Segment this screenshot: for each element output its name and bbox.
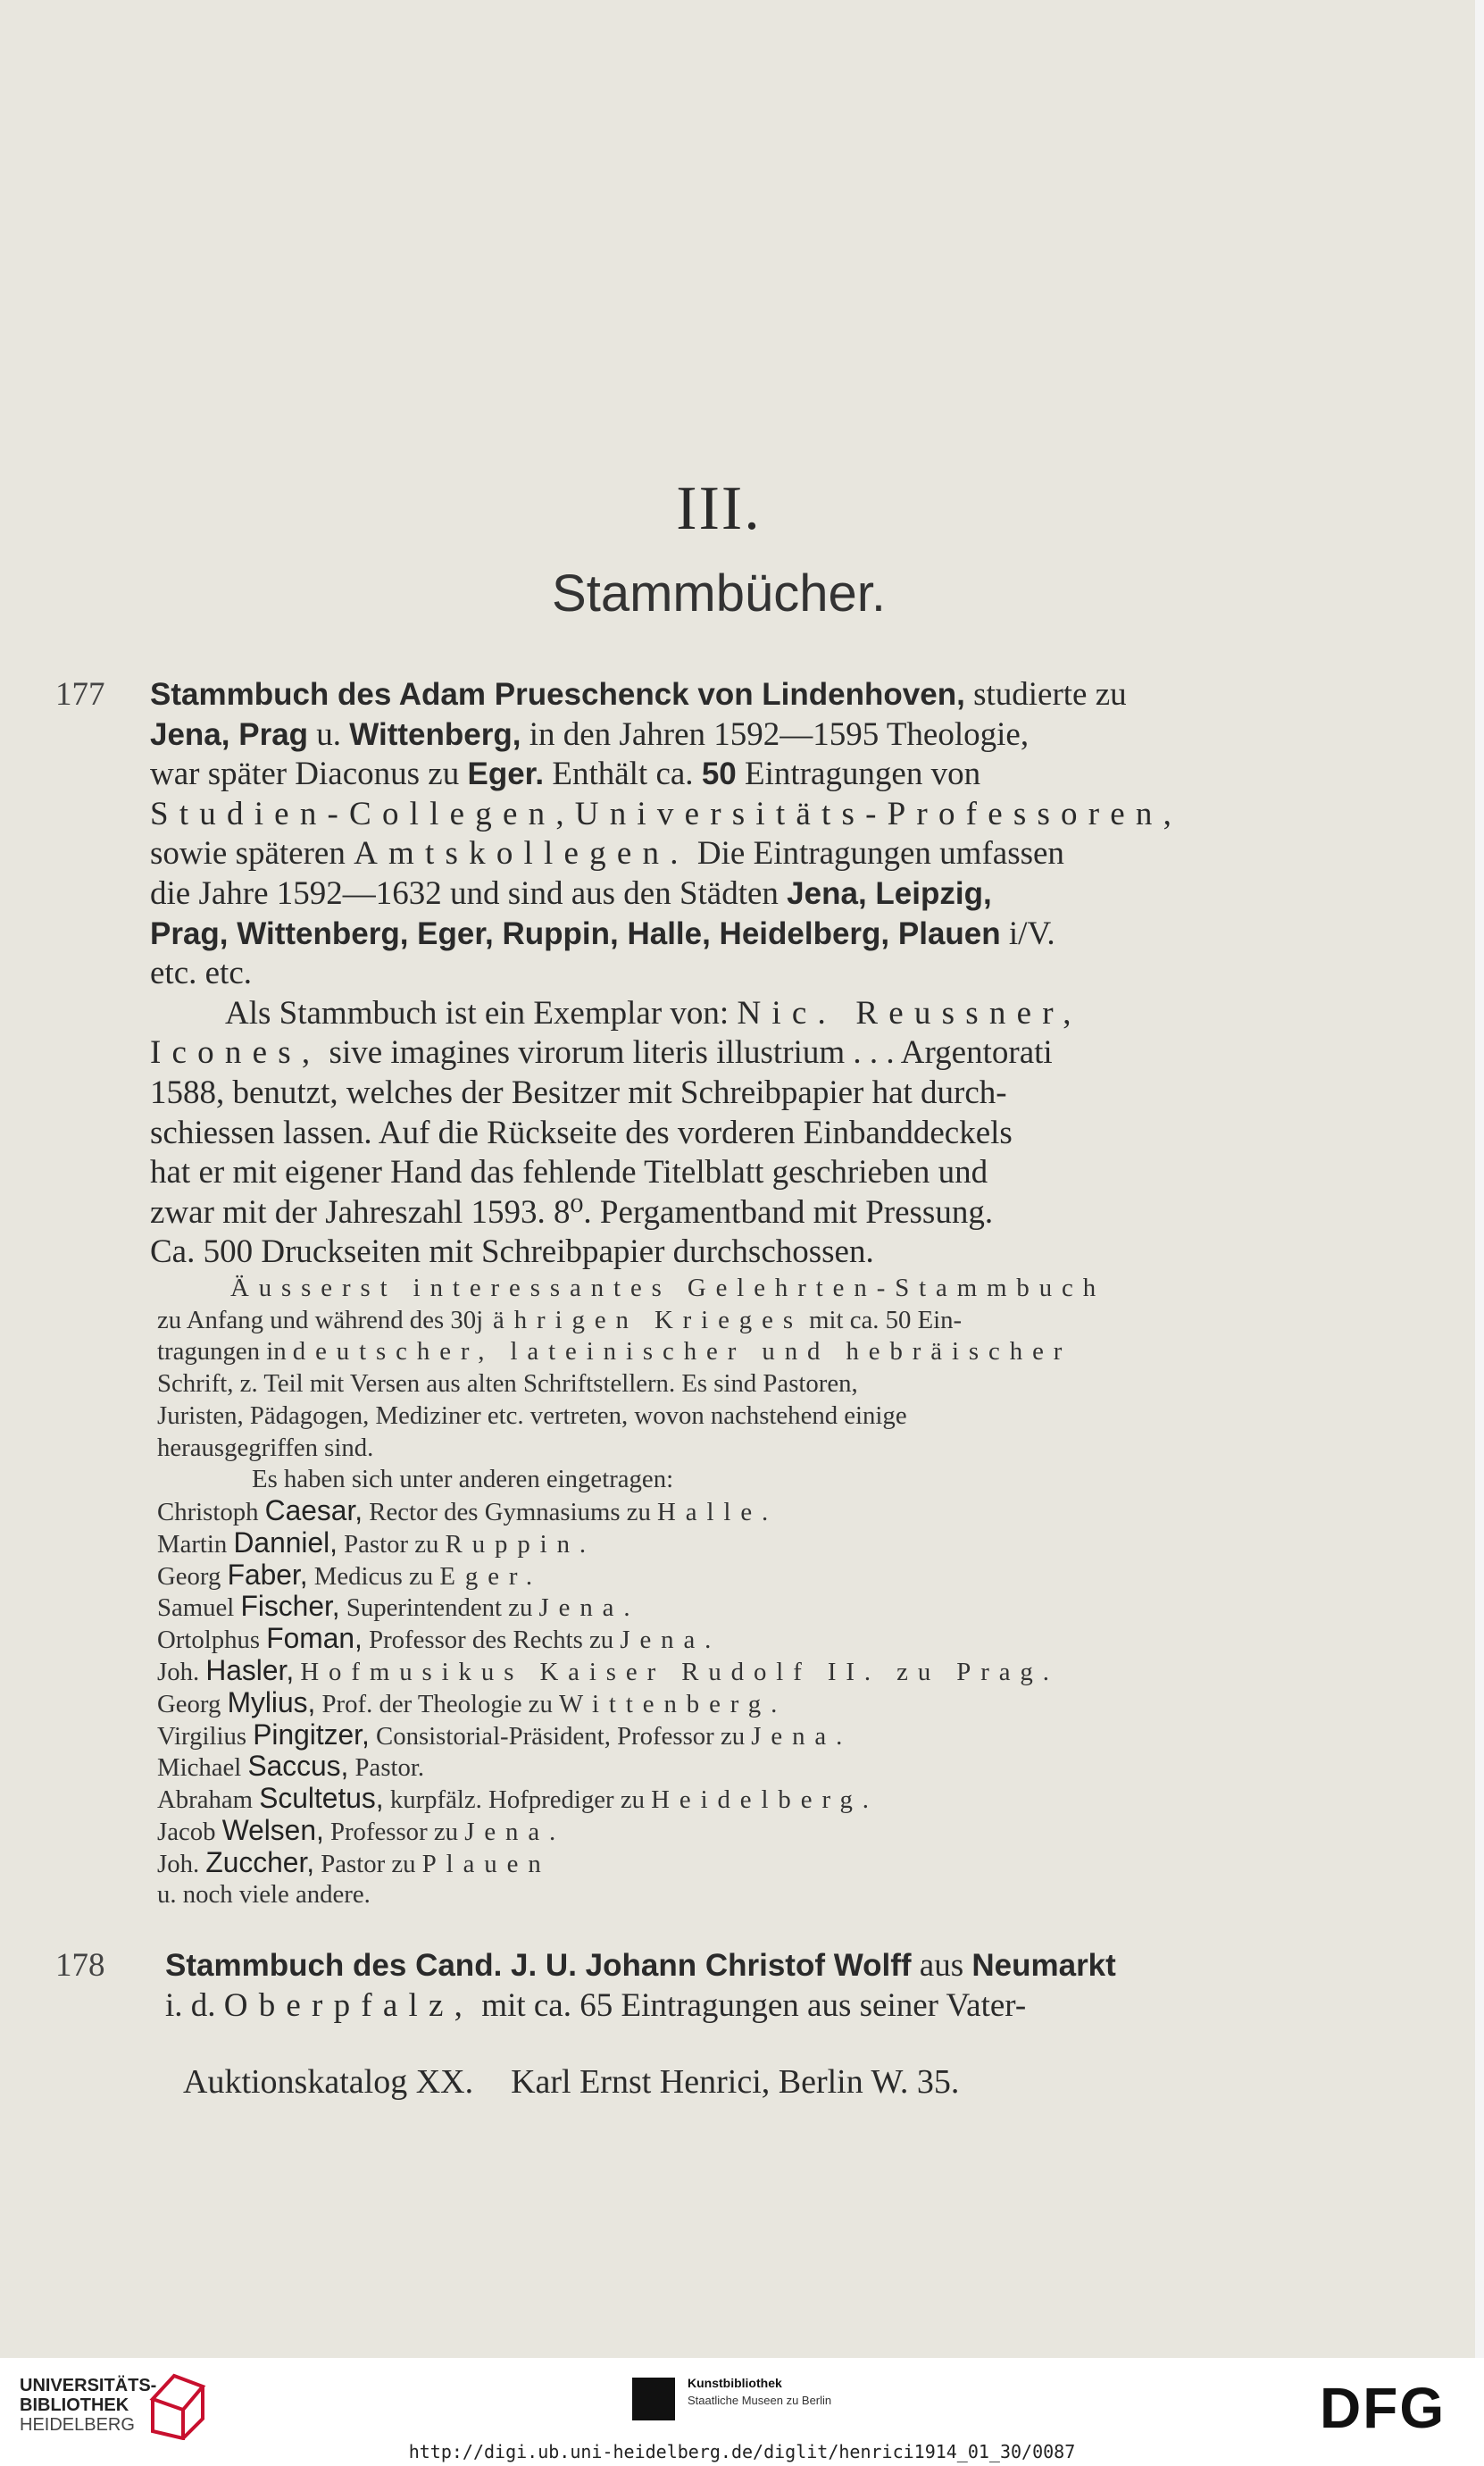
text-run: Christoph <box>157 1498 265 1526</box>
page-edge <box>1475 0 1484 2358</box>
text-run: Juristen, Pädagogen, Mediziner etc. vertreten, wovon nachstehend einige <box>157 1400 907 1430</box>
lot-177-note-line <box>157 1400 1220 1432</box>
text-run: Superintendent zu <box>339 1593 539 1623</box>
signer-line <box>157 1590 1220 1624</box>
signer-line <box>157 1686 1220 1720</box>
text-run: herausgegriffen sind. <box>157 1433 374 1462</box>
text-run: Martin <box>157 1529 234 1559</box>
lot-177-note-line <box>157 1432 1220 1464</box>
text-run: tragungen in <box>157 1337 293 1367</box>
lot-177-line <box>150 834 1221 874</box>
spaced-term: Studien-Collegen,Universitäts-Professoren, <box>150 795 1183 832</box>
text-run: Rector des Gymnasiums zu <box>363 1498 658 1526</box>
dfg-logo[interactable]: DFG <box>1320 2376 1446 2440</box>
person-surname: Faber, <box>227 1558 308 1591</box>
lot-177-note-line <box>157 1367 1220 1400</box>
signer-line <box>157 1559 1220 1592</box>
person-surname: Scultetus, <box>259 1782 384 1815</box>
text-run: Georg <box>157 1561 228 1591</box>
text-run: in den Jahren 1592—1595 Theologie, <box>521 715 1030 753</box>
text-run: war später Diaconus zu <box>150 756 468 793</box>
person-surname: Hasler, <box>205 1654 295 1686</box>
signer-line <box>157 1750 1220 1784</box>
bold-term: Stammbuch des Cand. J. U. Johann Christof Wolff <box>165 1948 912 1983</box>
spaced-term: jährigen Krieges <box>476 1305 803 1334</box>
signer-line <box>157 1782 1220 1816</box>
text-run: etc. etc. <box>150 955 252 992</box>
spaced-term: Ruppin. <box>445 1529 596 1559</box>
text-run: 1588, benutzt, welches der Besitzer mit Schreibpapier hat durch- <box>150 1074 1007 1111</box>
text-run: Prof. der Theologie zu <box>315 1689 560 1718</box>
page-footer <box>183 2060 996 2104</box>
spaced-term: Halle. <box>657 1498 779 1526</box>
text-run: Consistorial-Präsident, Professor zu <box>369 1721 752 1751</box>
lot-177-note-line <box>230 1272 1293 1304</box>
signer-line <box>157 1718 1220 1752</box>
lot-177-line <box>150 874 1221 914</box>
text-run: u. <box>308 715 350 753</box>
lot-177-line <box>150 1153 1221 1192</box>
signer-line <box>157 1846 1220 1880</box>
spaced-term: Jena. <box>538 1593 640 1623</box>
spaced-term: Plauen <box>421 1849 551 1878</box>
lot-177-line <box>150 1074 1221 1113</box>
person-surname: Saccus, <box>247 1750 349 1783</box>
bold-term: Jena, Leipzig, <box>787 876 992 911</box>
lot-177-line <box>150 915 1221 954</box>
text-run: Es haben sich unter anderen eingetragen: <box>252 1465 674 1494</box>
signer-line <box>157 1654 1220 1688</box>
text-run: Joh. <box>157 1849 206 1878</box>
kb-subtitle: Staatliche Museen zu Berlin <box>688 2394 832 2407</box>
permalink-url[interactable]: http://digi.ub.uni-heidelberg.de/diglit/henrici1914_01_30/0087 <box>408 2441 1076 2462</box>
text-run: sive imagines virorum literis illustrium . . . Argentorati <box>321 1034 1053 1072</box>
person-surname: Welsen, <box>221 1814 324 1846</box>
lot-177-line <box>150 755 1221 794</box>
text-run: i/V. <box>1000 915 1055 952</box>
text-run: Virgilius <box>157 1721 254 1751</box>
text-run: kurpfälz. Hofprediger zu <box>383 1785 652 1815</box>
person-surname: Danniel, <box>233 1526 338 1559</box>
spaced-term: Oberpfalz, <box>223 1986 474 2024</box>
bold-term: Eger. <box>467 757 545 792</box>
person-surname: Mylius, <box>227 1685 316 1718</box>
lot-177-line <box>150 1033 1221 1073</box>
spaced-term: Jena. <box>620 1626 721 1655</box>
text-run: Ca. 500 Druckseiten mit Schreibpapier durchschossen. <box>150 1233 874 1271</box>
text-run: sowie späteren <box>150 835 354 873</box>
lot-177-line <box>150 715 1221 755</box>
person-surname: Foman, <box>266 1622 363 1655</box>
text-run: zwar mit der Jahreszahl 1593. 8⁰. Pergamentband mit Pressung. <box>150 1193 994 1231</box>
lot-177-line <box>150 795 1221 834</box>
person-surname: Zuccher, <box>205 1845 315 1878</box>
text-run: Joh. <box>157 1658 206 1686</box>
lot-177-line <box>150 1233 1221 1272</box>
text-run: Abraham <box>157 1785 260 1815</box>
spaced-term: Hofmusikus Kaiser Rudolf II. zu Prag. <box>300 1658 1059 1686</box>
text-run: Schrift, z. Teil mit Versen aus alten Schriftstellern. Es sind Pastoren, <box>157 1369 858 1399</box>
text-run: hat er mit eigener Hand das fehlende Titelblatt geschrieben und <box>150 1154 988 1191</box>
spaced-term: Amtskollegen. <box>354 835 689 873</box>
text-run: aus <box>911 1947 972 1984</box>
text-run: Pastor zu <box>337 1529 446 1559</box>
lot-number-177: 177 <box>55 676 105 713</box>
text-run: Michael <box>157 1753 248 1783</box>
lot-178-line <box>165 1986 1237 2026</box>
text-run <box>294 1658 300 1686</box>
lot-177-note-line <box>157 1335 1220 1367</box>
text-run: Medicus zu <box>307 1561 440 1591</box>
ub-logo-line3: HEIDELBERG <box>20 2415 135 2435</box>
text-run: Eintragungen von <box>736 756 981 793</box>
text-run: mit ca. 65 Eintragungen aus seiner Vater- <box>473 1986 1027 2024</box>
bold-term: Prag, Wittenberg, Eger, Ruppin, Halle, Heidelberg, Plauen <box>150 915 1001 951</box>
signer-line <box>157 1814 1220 1848</box>
lot-177-note-line <box>252 1463 1314 1495</box>
person-surname: Fischer, <box>240 1590 340 1623</box>
text-run: Pastor zu <box>314 1849 422 1878</box>
person-surname: Caesar, <box>264 1494 363 1526</box>
text-run: studierte zu <box>964 676 1127 713</box>
text-run: zu Anfang und während des 30 <box>157 1305 477 1334</box>
text-run: die Jahre 1592—1632 und sind aus den Städten <box>150 875 788 912</box>
text-run: i. d. <box>165 1986 224 2024</box>
signer-line <box>157 1622 1220 1656</box>
text-run: Georg <box>157 1689 228 1718</box>
spaced-term: Heidelberg. <box>651 1785 879 1815</box>
text-run: Professor des Rechts zu <box>362 1626 621 1655</box>
kunstbibliothek-mark-icon <box>632 2378 675 2420</box>
text-run: Die Eintragungen umfassen <box>688 835 1064 873</box>
lot-177-line <box>225 994 1296 1033</box>
text-run: u. noch viele andere. <box>157 1879 371 1909</box>
part-number: III. <box>676 474 762 543</box>
lot-177-line <box>150 954 1221 993</box>
person-surname: Pingitzer, <box>253 1718 370 1751</box>
spaced-term: Icones, <box>150 1034 321 1072</box>
bold-term: Jena, Prag <box>150 716 309 752</box>
signer-line <box>157 1494 1220 1528</box>
text-run: schiessen lassen. Auf die Rückseite des vorderen Einbanddeckels <box>150 1114 1013 1151</box>
lot-177-line <box>150 1193 1221 1233</box>
spaced-term: Äusserst interessantes Gelehrten-Stammbuch <box>230 1274 1106 1302</box>
text-run: Als Stammbuch ist ein Exemplar von: <box>225 994 738 1032</box>
signer-line <box>157 1878 1220 1910</box>
bold-term: 50 <box>701 757 737 792</box>
part-title: Stammbücher. <box>552 564 886 623</box>
bold-term: Stammbuch des Adam Prueschenck von Lindenhoven, <box>150 677 965 712</box>
catalog-title: Auktionskatalog XX. <box>183 2063 474 2101</box>
text-run: Enthält ca. <box>544 756 702 793</box>
bold-term: Neumarkt <box>971 1948 1116 1983</box>
signer-line <box>157 1526 1220 1560</box>
spaced-term: deutscher, lateinischer und hebräischer <box>292 1337 1072 1367</box>
lot-177-note-line <box>157 1304 1220 1336</box>
ub-logo-line1: UNIVERSITÄTS- <box>20 2376 157 2395</box>
ub-heidelberg-logo[interactable] <box>20 2376 156 2435</box>
spaced-term: Wittenberg. <box>559 1689 788 1718</box>
spaced-term: Jena. <box>464 1818 566 1846</box>
kb-name: Kunstbibliothek <box>688 2376 782 2390</box>
spaced-term: Eger. <box>439 1561 542 1591</box>
spaced-term: Jena. <box>751 1721 853 1751</box>
text-run: Professor zu <box>323 1818 465 1846</box>
bold-term: Wittenberg, <box>349 716 521 752</box>
lot-178-line <box>165 1946 1237 1985</box>
text-run: Pastor. <box>348 1753 425 1783</box>
lot-177-line <box>150 1114 1221 1153</box>
ub-logo-line2: BIBLIOTHEK <box>20 2395 129 2415</box>
text-run: mit ca. 50 Ein- <box>802 1305 963 1334</box>
text-run: Samuel <box>157 1593 241 1623</box>
publisher: Karl Ernst Henrici, Berlin W. 35. <box>511 2063 960 2101</box>
ub-emblem-icon <box>147 2369 210 2440</box>
spaced-term: Nic. Reussner, <box>737 994 1082 1032</box>
lot-number-178: 178 <box>55 1947 105 1984</box>
text-run: Ortolphus <box>157 1626 267 1655</box>
text-run: Jacob <box>157 1818 222 1846</box>
lot-177-line <box>150 675 1221 715</box>
kunstbibliothek-logo[interactable] <box>632 2369 864 2422</box>
